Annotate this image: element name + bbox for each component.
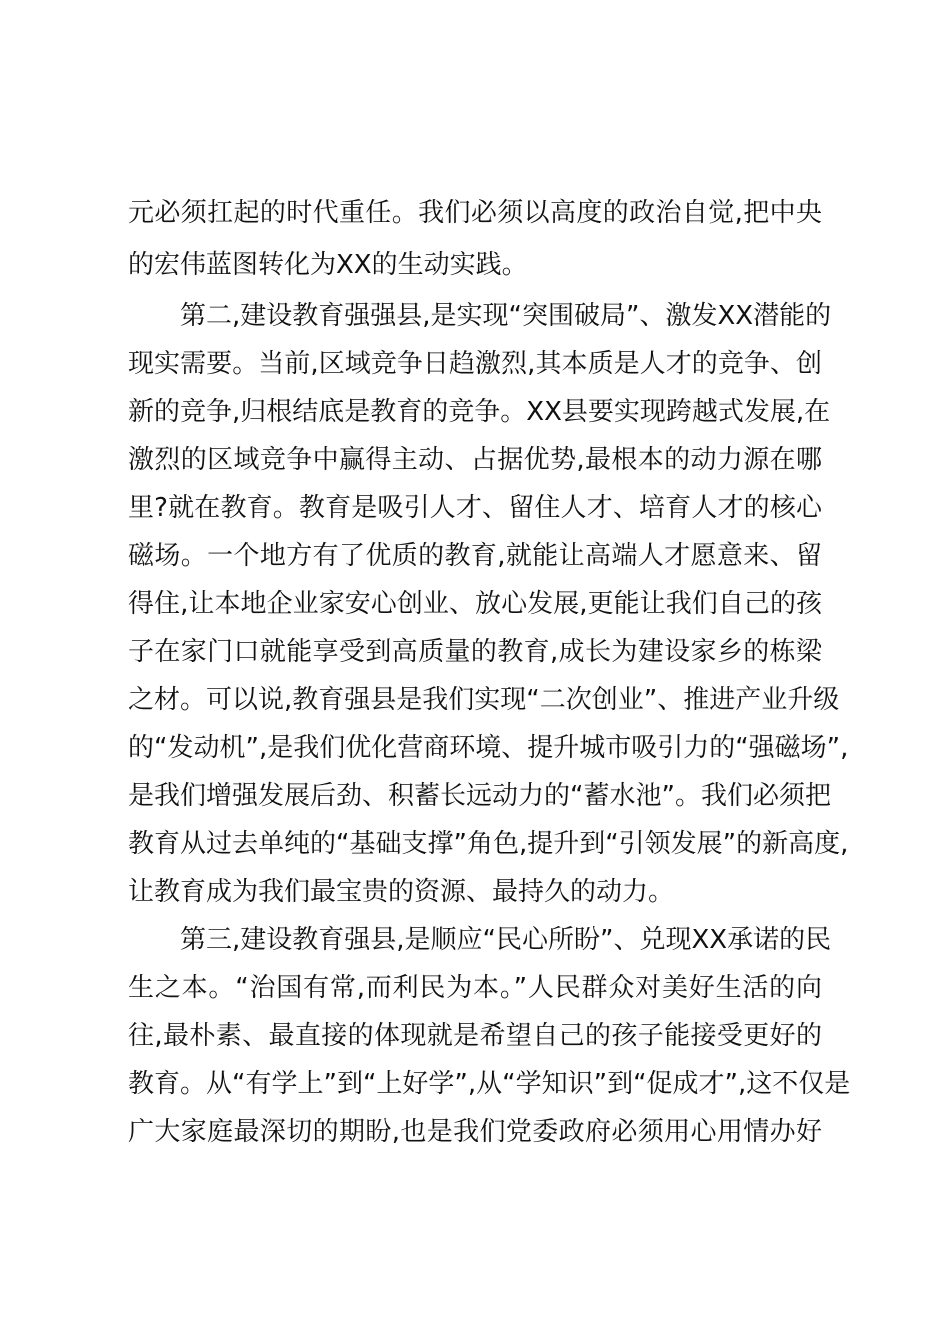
text-line: 第三,建设教育强县,是顺应“民心所盼”、兑现XX承诺的民 <box>180 925 832 955</box>
text-line: 第二,建设教育强强县,是实现“突围破局”、激发XX潜能的 <box>180 301 832 331</box>
text-line: 激烈的区域竞争中赢得主动、占据优势,最根本的动力源在哪 <box>128 445 822 475</box>
text-line: 让教育成为我们最宝贵的资源、最持久的动力。 <box>128 877 675 907</box>
text-line: 现实需要。当前,区域竞争日趋激烈,其本质是人才的竞争、创 <box>128 349 822 379</box>
text-line: 教育从过去单纯的“基础支撑”角色,提升到“引领发展”的新高度, <box>128 829 849 859</box>
text-line: 是我们增强发展后劲、积蓄长远动力的“蓄水池”。我们必须把 <box>128 781 831 811</box>
text-line: 得住,让本地企业家安心创业、放心发展,更能让我们自己的孩 <box>128 589 822 619</box>
text-line: 新的竞争,归根结底是教育的竞争。XX县要实现跨越式发展,在 <box>128 397 831 427</box>
text-line: 子在家门口就能享受到高质量的教育,成长为建设家乡的栋梁 <box>128 637 822 667</box>
text-line: 的宏伟蓝图转化为XX的生动实践。 <box>128 250 528 280</box>
text-line: 教育。从“有学上”到“上好学”,从“学知识”到“促成才”,这不仅是 <box>128 1069 851 1099</box>
text-line: 元必须扛起的时代重任。我们必须以高度的政治自觉,把中央 <box>128 198 822 228</box>
text-line: 的“发动机”,是我们优化营商环境、提升城市吸引力的“强磁场”, <box>128 733 849 763</box>
text-line: 广大家庭最深切的期盼,也是我们党委政府必须用心用情办好 <box>128 1117 822 1147</box>
text-line: 之材。可以说,教育强县是我们实现“二次创业”、推进产业升级 <box>128 685 840 715</box>
text-line: 磁场。一个地方有了优质的教育,就能让高端人才愿意来、留 <box>128 541 822 571</box>
text-line: 往,最朴素、最直接的体现就是希望自己的孩子能接受更好的 <box>128 1021 822 1051</box>
text-line: 生之本。“治国有常,而利民为本。”人民群众对美好生活的向 <box>128 973 822 1003</box>
text-line: 里?就在教育。教育是吸引人才、留住人才、培育人才的核心 <box>128 493 822 523</box>
